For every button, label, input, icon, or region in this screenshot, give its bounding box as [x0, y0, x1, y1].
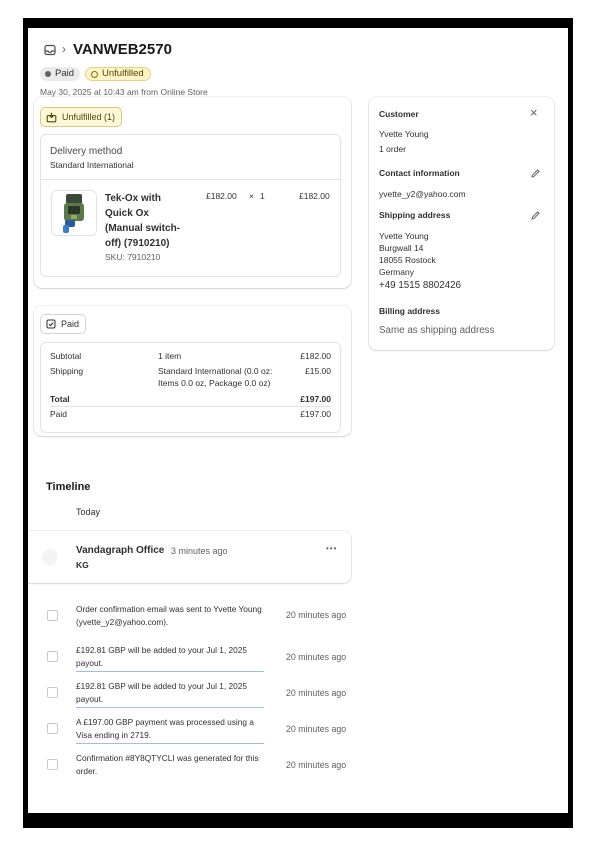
- order-meta: May 30, 2025 at 10:43 am from Online Store: [40, 87, 208, 97]
- customer-title: Customer: [379, 109, 419, 119]
- event-checkbox[interactable]: [47, 687, 58, 698]
- billing-address-value: Same as shipping address: [379, 325, 495, 336]
- event-time: 20 minutes ago: [286, 652, 347, 662]
- event-time: 20 minutes ago: [286, 760, 347, 770]
- edit-contact-icon[interactable]: [530, 168, 541, 179]
- unfulfilled-box-icon: [46, 112, 57, 123]
- subtotal-label: Subtotal: [50, 351, 82, 361]
- address-line: Burgwall 14: [379, 243, 424, 253]
- unfulfilled-status-badge: [85, 67, 151, 81]
- paid-badge-label: Paid: [55, 68, 75, 79]
- event-text: Confirmation #8Y8QTYCLI was generated for this order.: [76, 753, 259, 776]
- address-line: Yvette Young: [379, 231, 429, 241]
- event-text[interactable]: £192.81 GBP will be added to your Jul 1, 2025 payout.: [76, 644, 264, 672]
- subtotal-amount: £182.00: [300, 351, 331, 361]
- event-checkbox[interactable]: [47, 610, 58, 621]
- comment-initials: KG: [76, 560, 89, 570]
- delivery-method-label: Delivery method: [50, 146, 123, 157]
- line-total: £182.00: [299, 191, 330, 201]
- product-name-line: Quick Ox: [105, 208, 149, 219]
- paid-check-icon: [46, 319, 56, 329]
- comment-author: Vandagraph Office: [76, 545, 165, 556]
- product-thumbnail: [52, 191, 96, 235]
- comment-avatar: [42, 549, 58, 565]
- filled-dot-icon: [45, 71, 51, 77]
- product-name[interactable]: [105, 191, 195, 251]
- event-text[interactable]: A £197.00 GBP payment was processed using a Visa ending in 2719.: [76, 716, 264, 744]
- order-page: [28, 28, 568, 813]
- orders-inbox-icon[interactable]: [44, 44, 56, 56]
- timeline-group-label: Today: [76, 507, 101, 517]
- shipping-detail-line: Standard International (0.0 oz:: [158, 366, 273, 376]
- breadcrumb-chevron-icon: ›: [62, 42, 66, 56]
- unfulfilled-chip-label: Unfulfilled (1): [62, 112, 116, 122]
- customer-phone: +49 1515 8802426: [379, 280, 461, 291]
- product-image[interactable]: [51, 190, 97, 236]
- total-divider: [50, 406, 331, 407]
- event-time: 20 minutes ago: [286, 724, 347, 734]
- delivery-divider: [41, 179, 340, 180]
- customer-name-link[interactable]: Yvette Young: [379, 129, 429, 139]
- total-amount: £197.00: [300, 394, 331, 404]
- ring-dot-icon: [91, 71, 98, 78]
- delivery-method-value: Standard International: [50, 160, 134, 170]
- product-name-line: (Manual switch-: [105, 223, 181, 234]
- unfulfilled-chip: [40, 107, 122, 127]
- billing-address-title: Billing address: [379, 306, 440, 316]
- fulfillment-card: [34, 97, 351, 288]
- timeline-title: Timeline: [46, 481, 91, 493]
- edit-shipping-icon[interactable]: [530, 210, 541, 221]
- paid-status-badge: [40, 67, 80, 81]
- contact-info-title: Contact information: [379, 168, 460, 178]
- order-title: VANWEB2570: [73, 41, 172, 58]
- product-name-line: Tek-Ox with: [105, 193, 161, 204]
- paid-chip-label: Paid: [61, 319, 80, 329]
- paid-chip: [40, 314, 86, 334]
- product-sku: SKU: 7910210: [105, 252, 161, 262]
- customer-card: [369, 97, 554, 350]
- comment-time: 3 minutes ago: [171, 546, 228, 556]
- quantity: 1: [260, 191, 265, 201]
- product-name-line: off) (7910210): [105, 238, 170, 249]
- close-icon[interactable]: ×: [530, 105, 538, 120]
- shipping-detail-line: Items 0.0 oz, Package 0.0 oz): [158, 378, 271, 388]
- payment-card: [34, 306, 351, 436]
- address-line: 18055 Rostock: [379, 255, 436, 265]
- paid-amount: £197.00: [300, 409, 331, 419]
- event-time: 20 minutes ago: [286, 688, 347, 698]
- customer-orders-link[interactable]: 1 order: [379, 144, 406, 154]
- timeline-comment-card: [28, 531, 351, 583]
- comment-more-icon[interactable]: •••: [326, 544, 338, 553]
- shipping-address-title: Shipping address: [379, 210, 451, 220]
- shipping-label: Shipping: [50, 366, 84, 376]
- customer-email[interactable]: yvette_y2@yahoo.com: [379, 189, 466, 199]
- payment-summary-box: [40, 342, 341, 433]
- total-label: Total: [50, 394, 70, 404]
- times-sign: ×: [249, 191, 254, 201]
- subtotal-detail: 1 item: [158, 351, 182, 361]
- unit-price: £182.00: [206, 191, 237, 201]
- unfulfilled-badge-label: Unfulfilled: [102, 68, 144, 79]
- event-checkbox[interactable]: [47, 723, 58, 734]
- event-checkbox[interactable]: [47, 651, 58, 662]
- shipping-amount: £15.00: [305, 366, 331, 376]
- event-checkbox[interactable]: [47, 759, 58, 770]
- fulfillment-inner-box: [40, 134, 341, 277]
- event-time: 20 minutes ago: [286, 610, 347, 620]
- event-text[interactable]: £192.81 GBP will be added to your Jul 1, 2025 payout.: [76, 680, 264, 708]
- paid-label: Paid: [50, 409, 68, 419]
- address-line: Germany: [379, 267, 414, 277]
- event-text: Order confirmation email was sent to Yvette Young (yvette_y2@yahoo.com).: [76, 604, 262, 627]
